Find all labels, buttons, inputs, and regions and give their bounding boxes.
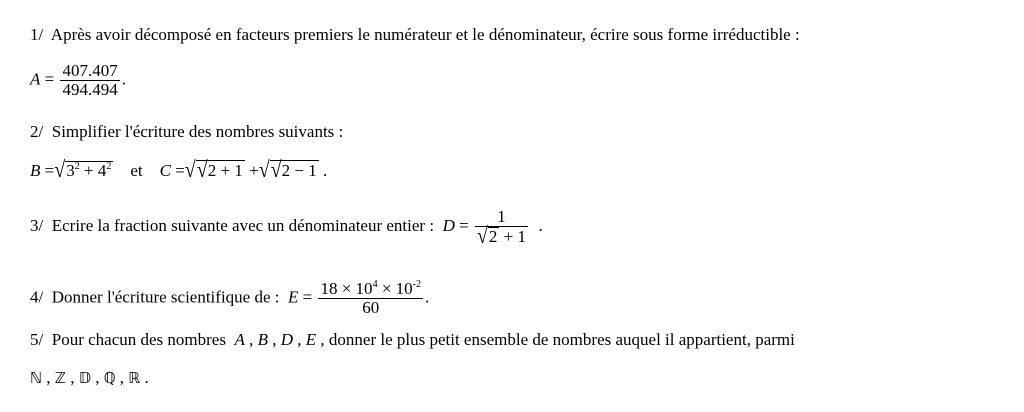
variable-d: D (442, 215, 455, 235)
equals-sign: = (302, 287, 313, 307)
variable-a: A (30, 69, 41, 89)
variable-d: D (280, 330, 294, 349)
question-text: Après avoir décomposé en facteurs premiers le numérateur et le dénominateur, écrire sous forme irréductible : (50, 25, 800, 44)
question-text: Simplifier l'écriture des nombres suivants : (51, 122, 344, 141)
question-1-statement (30, 25, 800, 45)
fraction-numerator: $18 \times 10^4 \times 10^{-2}$ (320, 279, 421, 298)
sqrt-icon: √ (184, 157, 196, 183)
period: . (425, 287, 430, 307)
equals-sign: = (459, 215, 469, 235)
fraction-denominator: 494.494 (62, 80, 118, 99)
question-number: 1/ (30, 25, 44, 44)
question-5-statement: 5/ Pour chacun des nombres A , B , D , E , donner le plus petit ensemble de nombres auquel il appartient, parmi (30, 330, 795, 349)
variable-a: A (234, 330, 245, 349)
question-text: Donner l'écriture scientifique de : (51, 287, 280, 307)
set-naturals: ℕ (30, 369, 43, 387)
radical-c1: √√2 + 1 (184, 157, 243, 183)
set-reals: ℝ (128, 369, 141, 387)
sqrt-icon: √ (54, 157, 66, 183)
fraction-d (475, 207, 528, 249)
question-2-formula (30, 157, 328, 183)
variable-b: B (30, 161, 41, 180)
sqrt-icon: √ (476, 223, 488, 249)
question-3 (30, 207, 543, 249)
variable-e: E (305, 330, 317, 349)
period: . (121, 69, 126, 89)
question-number: 3/ (30, 215, 44, 235)
sqrt-icon: √ (258, 157, 270, 183)
question-text: Pour chacun des nombres (51, 330, 226, 349)
word-et: et (130, 161, 143, 180)
variable-c: C (159, 161, 171, 180)
fraction-a (60, 62, 119, 99)
equals-sign: = (175, 161, 185, 180)
radical-b: $√3^2 + 4^2$ (54, 157, 112, 183)
question-1-formula (30, 62, 126, 99)
fraction-denominator: 60 (318, 298, 423, 317)
fraction-e (318, 280, 423, 317)
set-decimals: 𝔻 (78, 369, 91, 387)
plus-sign: + (249, 161, 259, 180)
variable-b: B (257, 330, 268, 349)
fraction-denominator: √2 + 1 (476, 223, 527, 249)
sqrt-icon: √ (196, 157, 208, 183)
period: . (323, 161, 328, 180)
question-text-continued: , donner le plus petit ensemble de nombres auquel il appartient, parmi (320, 330, 795, 349)
equals-sign: = (44, 161, 55, 180)
radical-c2: √√2 − 1 (258, 157, 317, 183)
set-rationals: ℚ (103, 369, 116, 387)
question-text: Ecrire la fraction suivante avec un dénominateur entier : (51, 215, 435, 235)
fraction-numerator: 1 (497, 207, 506, 226)
period: . (144, 368, 149, 387)
question-4 (30, 280, 429, 317)
question-number: 4/ (30, 287, 44, 307)
question-number: 2/ (30, 122, 44, 141)
period: . (538, 215, 543, 235)
fraction-numerator: 407.407 (62, 61, 118, 80)
number-sets: ℕ , ℤ , 𝔻 , ℚ , ℝ . (30, 368, 149, 387)
variable-e: E (287, 287, 299, 307)
question-number: 5/ (30, 330, 44, 349)
equals-sign: = (44, 69, 55, 89)
set-integers: ℤ (54, 369, 66, 387)
question-2-statement (30, 122, 343, 142)
sqrt-icon: √ (270, 157, 282, 183)
